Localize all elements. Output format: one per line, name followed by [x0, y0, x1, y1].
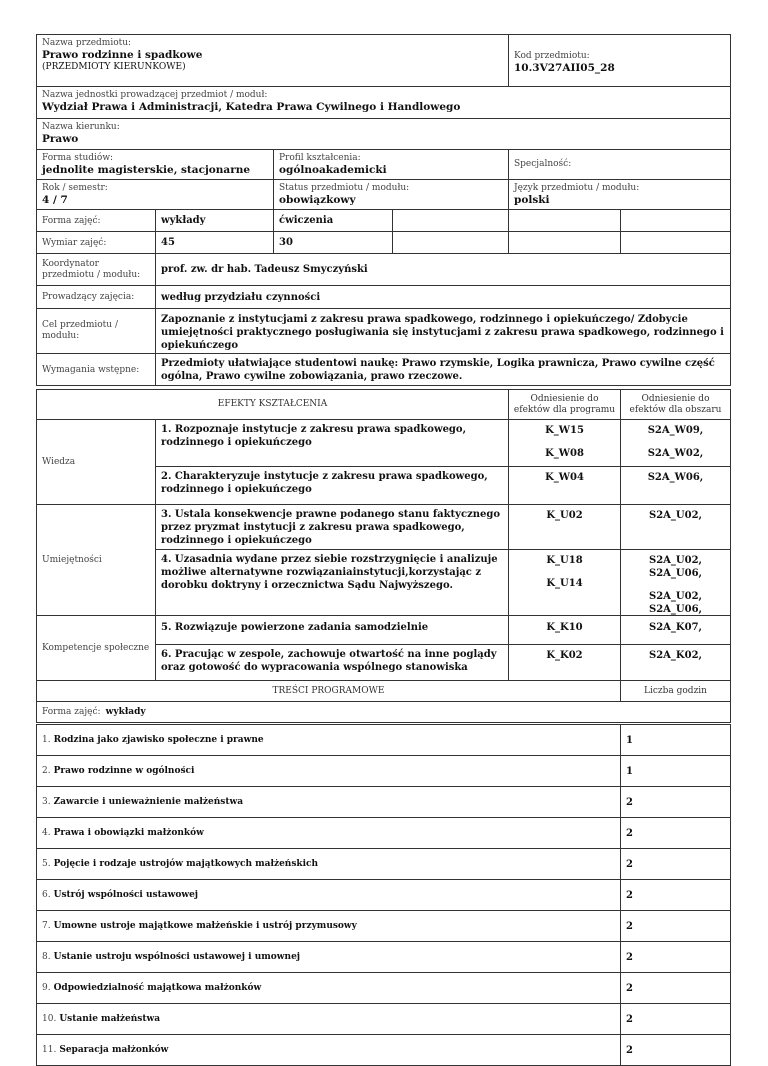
col-area-header — [620, 389, 731, 420]
outcome-program-cell — [508, 466, 621, 505]
outcome-area-cell — [620, 419, 731, 467]
form-value: wykłady — [105, 706, 146, 717]
program-code: K_K10 — [546, 622, 583, 633]
topic-number: 8. — [42, 952, 51, 962]
topic-number: 10. — [42, 1014, 57, 1024]
outcome-area-cell — [620, 644, 731, 681]
outcome-item — [155, 419, 509, 467]
goal-label: Cel przedmiotu / modułu: — [42, 320, 118, 341]
topic-title: Zawarcie i unieważnienie małżeństwa — [53, 796, 244, 807]
status: obowiązkowy — [279, 194, 356, 206]
topic-number: 3. — [42, 797, 51, 807]
field-label: Nazwa kierunku: — [42, 122, 120, 132]
topic-hours: 2 — [626, 1044, 633, 1056]
hours-header-cell — [620, 680, 731, 702]
program-code: K_K02 — [546, 650, 583, 661]
hours-label-cell — [36, 231, 156, 254]
outcome-program-cell — [508, 504, 621, 550]
prereq-label: Wymagania wstępne: — [42, 364, 140, 375]
specialty-cell — [508, 149, 731, 180]
study-form: jednolite magisterskie, stacjonarne — [42, 164, 251, 176]
topic-hours: 2 — [626, 1013, 633, 1025]
area-code: S2A_U06, — [648, 604, 703, 615]
program-title-cell — [36, 680, 621, 702]
goal: Zapoznanie z instytucjami z zakresu prawa spadkowego, rodzinnego i opiekuńczego/ Zdobycie umiejętności praktycznego posługiwania się instytucjami z zakresu prawa spadkowego, rodzinnego i opiekuńczego — [161, 314, 724, 351]
category-knowledge — [36, 419, 156, 505]
outcome-item — [155, 644, 509, 681]
topic-row — [36, 724, 621, 756]
topic-title: Prawo rodzinne w ogólności — [53, 765, 195, 776]
topic-number: 1. — [42, 735, 51, 745]
topic-hours: 1 — [626, 734, 633, 746]
class-form-cell — [620, 209, 731, 232]
topic-title: Separacja małżonków — [59, 1044, 169, 1055]
topic-title: Prawa i obowiązki małżonków — [53, 827, 204, 838]
topic-title: Umowne ustroje majątkowe małżeńskie i ustrój przymusowy — [53, 920, 357, 931]
topic-title: Ustanie małżeństwa — [59, 1013, 161, 1024]
topic-hours: 2 — [626, 796, 633, 808]
class-form-cell — [155, 209, 274, 232]
area-code: S2A_U02, — [648, 555, 703, 566]
area-code: S2A_U06, — [648, 568, 703, 579]
outcome-text: 3. Ustala konsekwencje prawne podanego stanu faktycznego przez pryzmat instytucji z zakresu prawa spadkowego, rodzinnego i opiekuńczego — [161, 509, 501, 546]
topic-hours: 2 — [626, 827, 633, 839]
program-code: K_W15 — [545, 425, 584, 436]
outcome-text: 1. Rozpoznaje instytucje z zakresu prawa spadkowego, rodzinnego i opiekuńczego — [161, 424, 467, 448]
topic-row — [36, 786, 621, 818]
outcome-text: 6. Pracując w zespole, zachowuje otwartość na inne poglądy oraz gotowość do wypracowania wspólnego stanowiska — [161, 649, 497, 673]
class-form-1: wykłady — [161, 215, 206, 226]
language-label: Język przedmiotu / modułu: — [514, 183, 640, 193]
class-form-cell — [273, 209, 393, 232]
topic-hours: 2 — [626, 889, 633, 901]
topic-hours: 2 — [626, 982, 633, 994]
area-code: S2A_W06, — [647, 472, 704, 483]
area-code: S2A_W02, — [647, 448, 704, 459]
coordinator: prof. zw. dr hab. Tadeusz Smyczyński — [161, 264, 368, 275]
topic-number: 5. — [42, 859, 51, 869]
area-code: S2A_U02, — [648, 510, 703, 521]
field-cell — [36, 118, 731, 150]
course-code-label: Kod przedmiotu: — [514, 51, 590, 61]
hours-1: 45 — [161, 237, 175, 248]
col-program-header — [508, 389, 621, 420]
unit-name: Wydział Prawa i Administracji, Katedra Prawa Cywilnego i Handlowego — [42, 101, 461, 113]
topic-row — [36, 817, 621, 849]
course-name: Prawo rodzinne i spadkowe — [42, 49, 203, 61]
topic-hours: 2 — [626, 920, 633, 932]
topic-hours-cell — [620, 817, 731, 849]
hours-cell — [392, 231, 509, 254]
field-name: Prawo — [42, 133, 79, 145]
area-code: S2A_U02, — [648, 591, 703, 602]
instructor: według przydziału czynności — [161, 291, 321, 303]
outcome-area-cell — [620, 466, 731, 505]
area-code: S2A_K07, — [648, 622, 703, 633]
topic-title: Rodzina jako zjawisko społeczne i prawne — [53, 734, 264, 745]
hours-label: Wymiar zajęć: — [42, 237, 107, 248]
topic-hours-cell — [620, 1003, 731, 1035]
profile-cell — [273, 149, 509, 180]
form-label: Forma zajęć: — [42, 707, 101, 717]
program-code: K_U18 — [546, 555, 583, 566]
class-form-label-cell — [36, 209, 156, 232]
topic-row — [36, 879, 621, 911]
topic-row — [36, 755, 621, 787]
outcomes-title: EFEKTY KSZTAŁCENIA — [217, 399, 328, 409]
category-label: Wiedza — [42, 457, 76, 467]
course-name-cell — [36, 34, 509, 87]
col-program-label: Odniesienie do efektów dla programu — [513, 393, 616, 415]
course-code-cell — [508, 34, 731, 87]
outcome-area-cell — [620, 615, 731, 645]
unit-label: Nazwa jednostki prowadzącej przedmiot / moduł: — [42, 90, 268, 100]
outcome-area-cell — [620, 504, 731, 550]
topic-hours: 1 — [626, 765, 633, 777]
topic-hours-cell — [620, 879, 731, 911]
outcome-program-cell — [508, 419, 621, 467]
topic-hours-cell — [620, 724, 731, 756]
prereq-cell — [155, 353, 731, 386]
course-name-label: Nazwa przedmiotu: — [42, 38, 132, 48]
topic-hours-cell — [620, 1034, 731, 1066]
class-form-2: ćwiczenia — [279, 215, 334, 226]
prereq-label-cell — [36, 353, 156, 386]
topic-row — [36, 848, 621, 880]
class-form-cell — [392, 209, 509, 232]
outcome-area-cell — [620, 549, 731, 616]
topic-title: Ustanie ustroju wspólności ustawowej i umownej — [53, 951, 301, 962]
topic-title: Odpowiedzialność majątkowa małżonków — [53, 982, 262, 993]
topic-row — [36, 941, 621, 973]
class-form-cell — [508, 209, 621, 232]
coordinator-label-cell — [36, 253, 156, 286]
instructor-label: Prowadzący zajęcia: — [42, 292, 135, 302]
course-group: (PRZEDMIOTY KIERUNKOWE) — [42, 62, 186, 72]
outcomes-title-cell — [36, 389, 509, 420]
form-row — [36, 701, 731, 723]
topic-hours-cell — [620, 972, 731, 1004]
topic-number: 7. — [42, 921, 51, 931]
hours-cell — [508, 231, 621, 254]
area-code: S2A_K02, — [648, 650, 703, 661]
class-form-label: Forma zajęć: — [42, 215, 101, 226]
goal-label-cell — [36, 308, 156, 354]
hours-cell — [155, 231, 274, 254]
topic-hours-cell — [620, 786, 731, 818]
instructor-label-cell — [36, 285, 156, 309]
program-code: K_U02 — [546, 510, 583, 521]
outcome-item — [155, 549, 509, 616]
outcome-text: 4. Uzasadnia wydane przez siebie rozstrzygnięcie i analizuje możliwe alternatywne rozwiązaniainstytucji,korzystając z dorobku doktryny i orzecznictwa Sądu Najwyższego. — [161, 554, 498, 591]
outcome-program-cell — [508, 615, 621, 645]
topic-title: Ustrój wspólności ustawowej — [53, 889, 199, 900]
topic-row — [36, 910, 621, 942]
profile-label: Profil kształcenia: — [279, 153, 361, 163]
topic-number: 6. — [42, 890, 51, 900]
outcome-item — [155, 466, 509, 505]
program-code: K_U14 — [546, 578, 583, 589]
program-code: K_W08 — [545, 448, 584, 459]
year-label: Rok / semestr: — [42, 183, 108, 193]
prereq: Przedmioty ułatwiające studentowi naukę: Prawo rzymskie, Logika prawnicza, Prawo cywilne część ogólna, Prawo cywilne zobowiązania, prawo rzeczowe. — [161, 358, 715, 382]
study-form-label: Forma studiów: — [42, 153, 114, 163]
area-code: S2A_W09, — [647, 425, 704, 436]
topic-number: 2. — [42, 766, 51, 776]
profile: ogólnoakademicki — [279, 164, 387, 176]
status-cell — [273, 179, 509, 210]
hours-2: 30 — [279, 237, 293, 248]
category-label: Kompetencje społeczne — [42, 643, 150, 653]
hours-header: Liczba godzin — [644, 685, 707, 696]
program-code: K_W04 — [545, 472, 584, 483]
category-competences — [36, 615, 156, 681]
year-cell — [36, 179, 274, 210]
outcome-program-cell — [508, 549, 621, 616]
topic-row — [36, 1003, 621, 1035]
topic-hours: 2 — [626, 858, 633, 870]
topic-title: Pojęcie i rodzaje ustrojów majątkowych małżeńskich — [53, 858, 319, 869]
topic-hours: 2 — [626, 951, 633, 963]
outcome-item — [155, 615, 509, 645]
study-form-cell — [36, 149, 274, 180]
status-label: Status przedmiotu / modułu: — [279, 183, 410, 193]
topic-hours-cell — [620, 910, 731, 942]
topic-number: 11. — [42, 1045, 57, 1055]
coordinator-cell — [155, 253, 731, 286]
goal-cell — [155, 308, 731, 354]
col-area-label: Odniesienie do efektów dla obszaru — [629, 393, 722, 415]
course-code: 10.3V27AII05_28 — [514, 62, 615, 74]
coordinator-label: Koordynator przedmiotu / modułu: — [42, 258, 141, 280]
unit-cell — [36, 86, 731, 119]
topic-number: 4. — [42, 828, 51, 838]
hours-cell — [273, 231, 393, 254]
instructor-cell — [155, 285, 731, 309]
topic-row — [36, 1034, 621, 1066]
topic-row — [36, 972, 621, 1004]
outcome-text: 5. Rozwiązuje powierzone zadania samodzielnie — [161, 622, 429, 633]
topic-number: 9. — [42, 983, 51, 993]
language: polski — [514, 194, 550, 206]
outcome-text: 2. Charakteryzuje instytucje z zakresu prawa spadkowego, rodzinnego i opiekuńczego — [161, 471, 488, 495]
topic-hours-cell — [620, 941, 731, 973]
hours-cell — [620, 231, 731, 254]
outcome-item — [155, 504, 509, 550]
language-cell — [508, 179, 731, 210]
topic-hours-cell — [620, 848, 731, 880]
outcome-program-cell — [508, 644, 621, 681]
category-skills — [36, 504, 156, 616]
specialty-label: Specjalność: — [514, 159, 572, 169]
program-title: TREŚCI PROGRAMOWE — [272, 685, 385, 696]
topic-hours-cell — [620, 755, 731, 787]
year: 4 / 7 — [42, 194, 68, 206]
category-label: Umiejętności — [42, 555, 102, 565]
